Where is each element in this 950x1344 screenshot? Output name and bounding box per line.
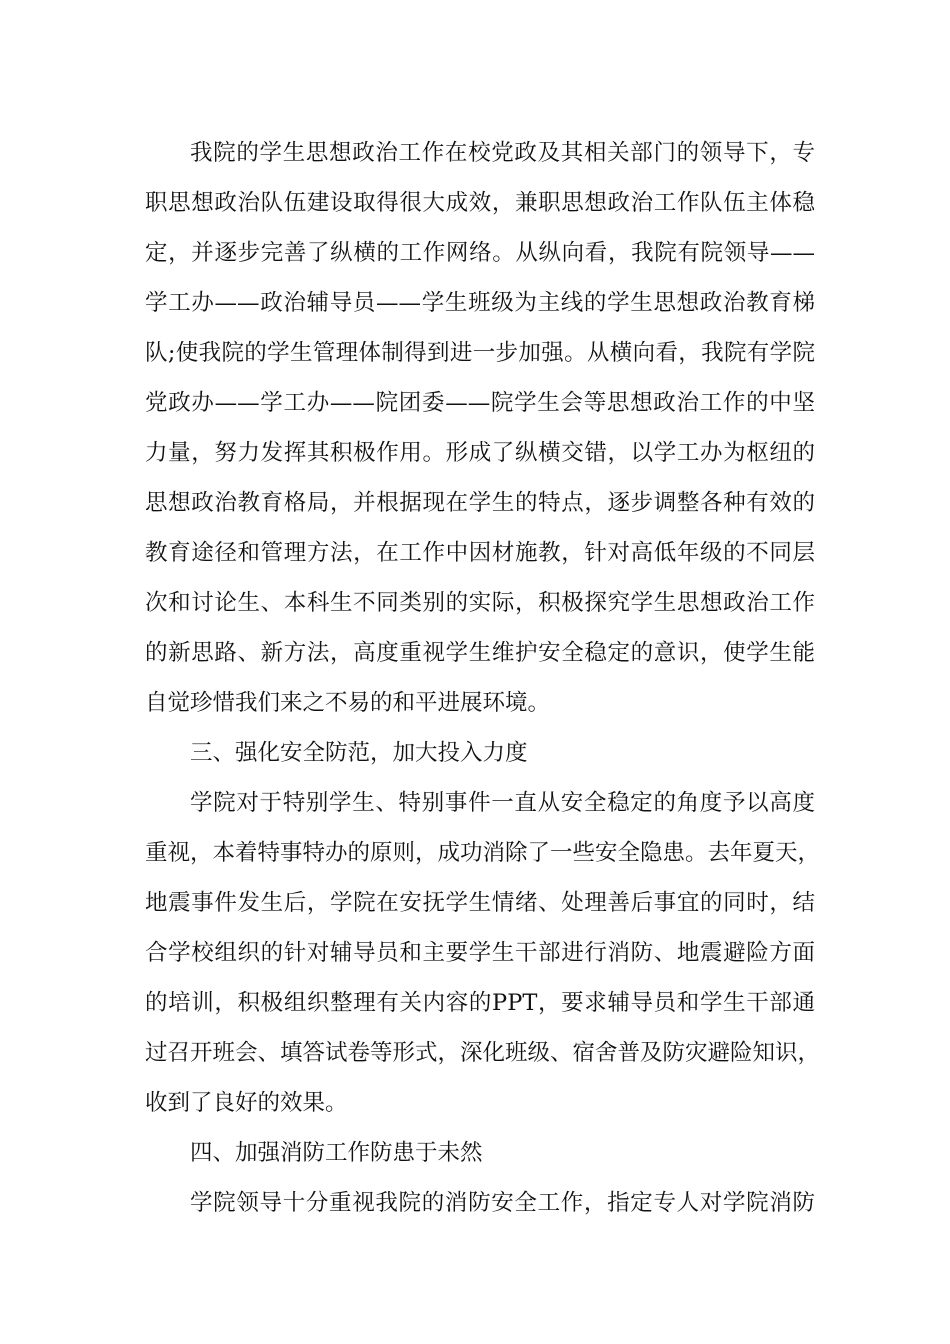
paragraph-line: 自觉珍惜我们来之不易的和平进展环境。	[145, 690, 551, 716]
paragraph-line: 地震事件发生后，学院在安抚学生情绪、处理善后事宜的同时，结	[145, 890, 815, 916]
body-text	[145, 128, 821, 1228]
paragraph-line: 过召开班会、填答试卷等形式，深化班级、宿舍普及防灾避险知识，	[145, 1040, 821, 1066]
paragraph-line: 队;使我院的学生管理体制得到进一步加强。从横向看，我院有学院	[145, 340, 815, 366]
paragraph-line: 思想政治教育格局，并根据现在学生的特点，逐步调整各种有效的	[145, 490, 815, 516]
paragraph-line: 合学校组织的针对辅导员和主要学生干部进行消防、地震避险方面	[145, 940, 815, 966]
paragraph-line: 职思想政治队伍建设取得很大成效，兼职思想政治工作队伍主体稳	[145, 190, 815, 216]
paragraph-line: 次和讨论生、本科生不同类别的实际，积极探究学生思想政治工作	[145, 590, 815, 616]
paragraph-line: 收到了良好的效果。	[145, 1090, 348, 1116]
paragraph-line: 的培训，积极组织整理有关内容的PPT，要求辅导员和学生干部通	[145, 990, 815, 1016]
section-heading: 四、加强消防工作防患于未然	[190, 1140, 483, 1166]
paragraph-line: 学院领导十分重视我院的消防安全工作，指定专人对学院消防	[190, 1190, 815, 1216]
paragraph-line: 学工办——政治辅导员——学生班级为主线的学生思想政治教育梯	[145, 290, 815, 316]
paragraph-line: 教育途径和管理方法，在工作中因材施教，针对高低年级的不同层	[145, 540, 815, 566]
paragraph-line: 的新思路、新方法，高度重视学生维护安全稳定的意识，使学生能	[145, 640, 815, 666]
paragraph-line: 我院的学生思想政治工作在校党政及其相关部门的领导下，专	[190, 140, 815, 166]
paragraph-line: 定，并逐步完善了纵横的工作网络。从纵向看，我院有院领导——	[145, 240, 815, 266]
paragraph-line: 重视，本着特事特办的原则，成功消除了一些安全隐患。去年夏天，	[145, 840, 821, 866]
paragraph-line: 力量，努力发挥其积极作用。形成了纵横交错，以学工办为枢纽的	[145, 440, 815, 466]
section-heading: 三、强化安全防范，加大投入力度	[190, 740, 528, 766]
paragraph-line: 学院对于特别学生、特别事件一直从安全稳定的角度予以高度	[190, 790, 815, 816]
paragraph-line: 党政办——学工办——院团委——院学生会等思想政治工作的中坚	[145, 390, 815, 416]
